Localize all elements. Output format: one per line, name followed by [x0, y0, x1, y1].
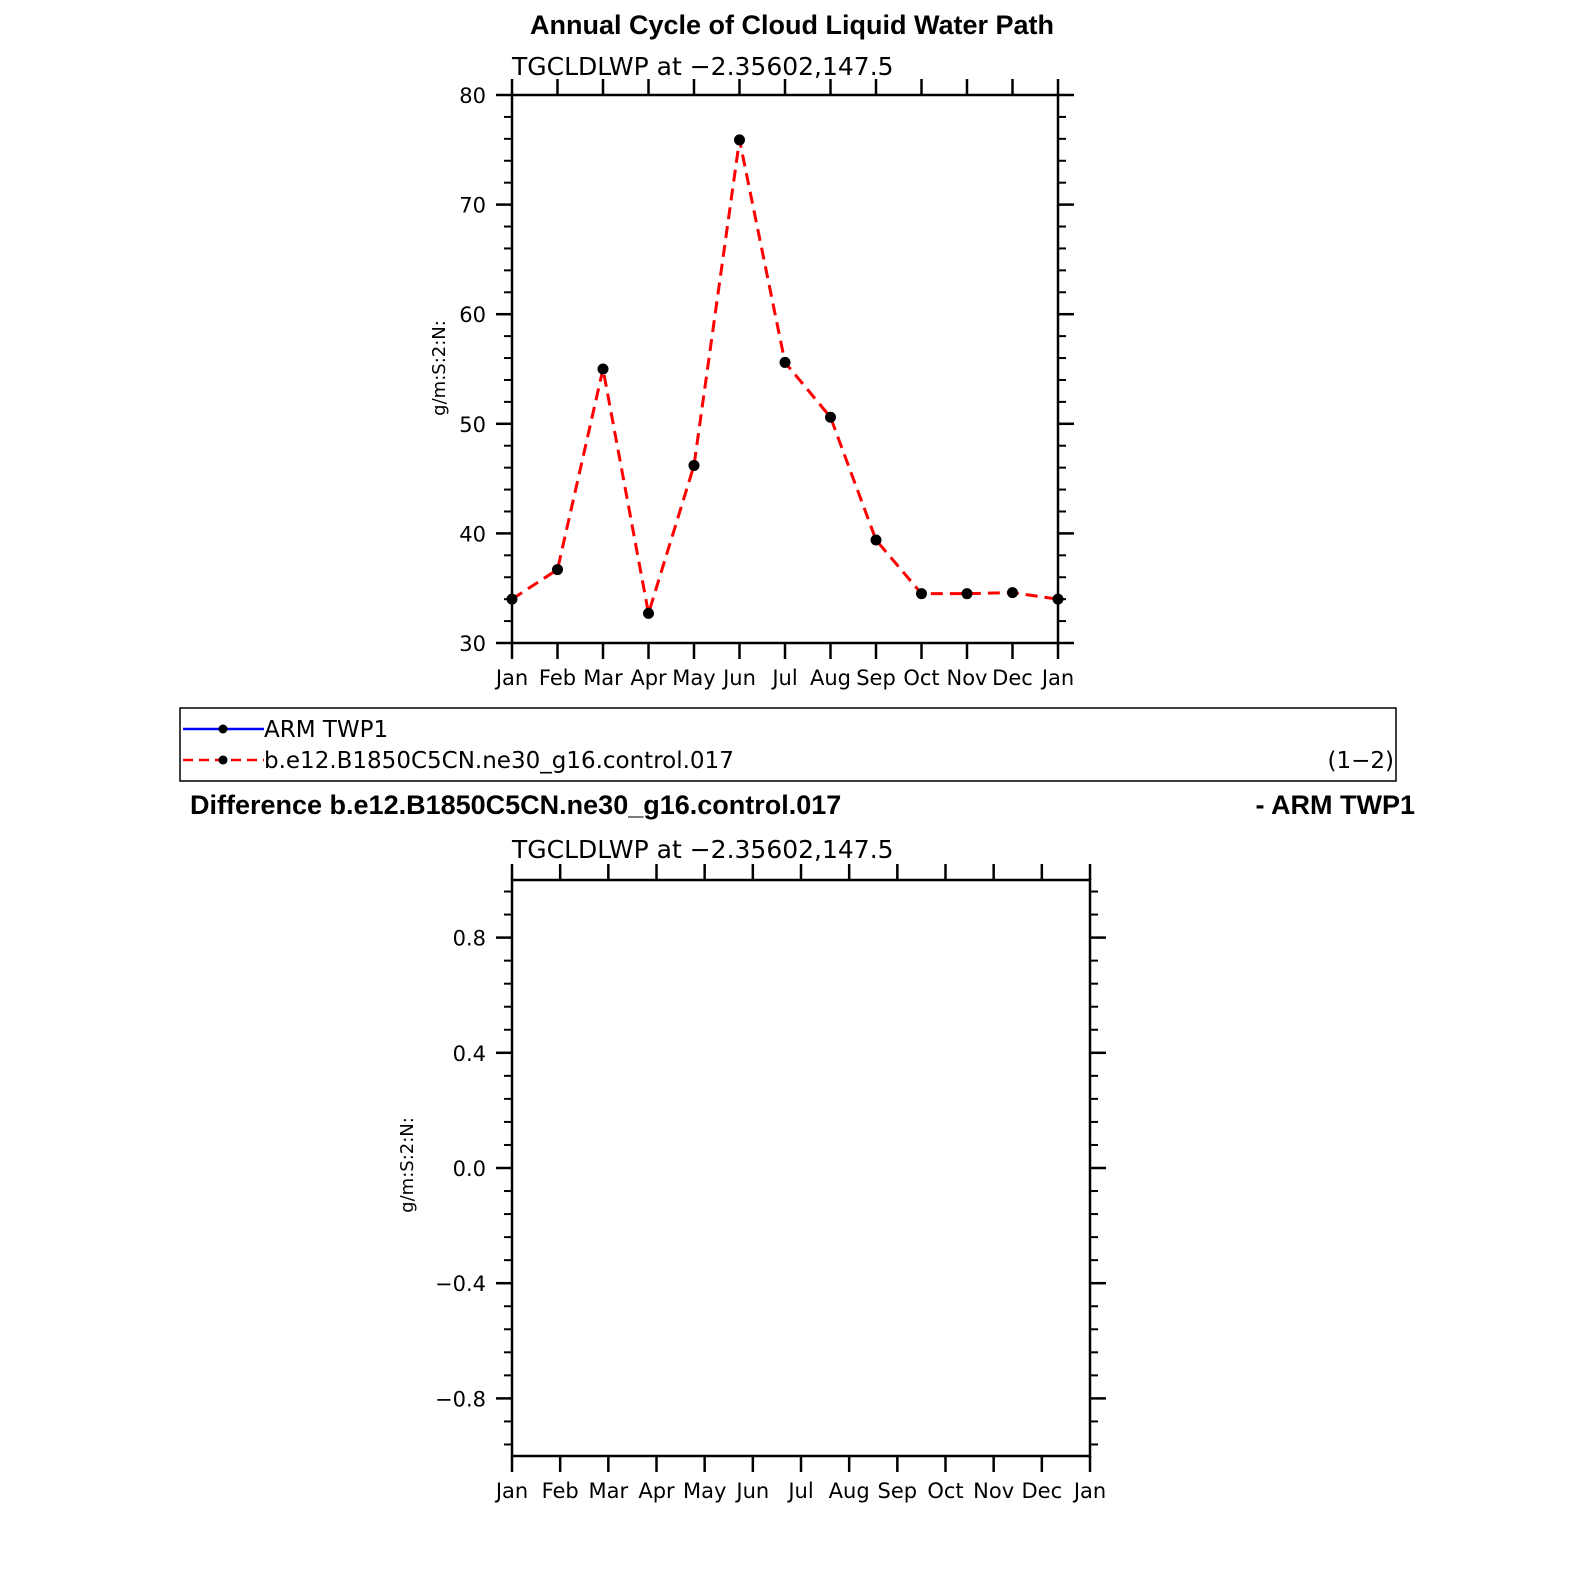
- data-point: [962, 588, 973, 599]
- x-tick-label: Mar: [583, 666, 623, 690]
- x-tick-label: May: [682, 1479, 727, 1503]
- x-tick-label: Jun: [736, 1479, 770, 1503]
- x-tick-label: Jan: [495, 666, 529, 690]
- x-tick-label: Apr: [630, 666, 667, 690]
- data-point: [825, 412, 836, 423]
- x-tick-label: Sep: [856, 666, 896, 690]
- x-tick-label: Oct: [927, 1479, 964, 1503]
- y-axis-label: g/m:S:2:N:: [429, 320, 450, 416]
- plot-frame: [512, 880, 1090, 1456]
- series-layer: [507, 134, 1064, 618]
- x-tick-label: Jun: [723, 666, 756, 690]
- data-point: [916, 588, 927, 599]
- chart-subtitle: TGCLDLWP at −2.35602,147.5: [512, 52, 894, 81]
- y-tick-label: 80: [459, 84, 486, 108]
- data-point: [598, 364, 609, 375]
- plot-frame: [512, 95, 1058, 643]
- data-point: [643, 608, 654, 619]
- x-tick-label: Sep: [877, 1479, 918, 1503]
- y-tick-label: 0.8: [452, 926, 486, 951]
- y-tick-label: 30: [459, 632, 486, 656]
- difference-chart: [397, 835, 1106, 1503]
- x-tick-label: Jan: [495, 1479, 529, 1503]
- annual-cycle-chart: [429, 52, 1074, 690]
- data-point: [871, 534, 882, 545]
- x-tick-label: Oct: [903, 666, 940, 690]
- chart-subtitle: TGCLDLWP at −2.35602,147.5: [512, 835, 894, 864]
- x-tick-label: Jul: [772, 666, 798, 690]
- y-tick-label: −0.4: [435, 1272, 486, 1297]
- legend-marker-model: [219, 756, 228, 765]
- series-line: [512, 140, 1058, 613]
- x-tick-label: Mar: [588, 1479, 629, 1503]
- y-tick-label: 0.0: [452, 1157, 486, 1181]
- legend-label-model: b.e12.B1850C5CN.ne30_g16.control.017: [264, 748, 734, 774]
- legend-note: (1−2): [1327, 748, 1394, 774]
- data-point: [689, 460, 700, 471]
- x-tick-label: Jan: [1073, 1479, 1107, 1503]
- data-point: [1007, 587, 1018, 598]
- data-point: [552, 564, 563, 575]
- difference-title-right: - ARM TWP1: [1255, 790, 1415, 820]
- legend: [180, 708, 1396, 781]
- y-tick-label: 60: [459, 303, 486, 328]
- data-point: [734, 134, 745, 145]
- legend-label-arm: ARM TWP1: [264, 717, 389, 743]
- y-tick-label: −0.8: [435, 1387, 486, 1412]
- x-tick-label: Dec: [992, 666, 1033, 690]
- data-point: [780, 357, 791, 368]
- x-tick-label: Dec: [1021, 1479, 1063, 1503]
- legend-marker-arm: [219, 725, 228, 734]
- x-tick-label: Jan: [1041, 666, 1075, 690]
- x-tick-label: May: [672, 666, 716, 690]
- y-tick-label: 50: [459, 412, 486, 437]
- difference-title-left: Difference b.e12.B1850C5CN.ne30_g16.control.017: [190, 790, 842, 820]
- x-tick-label: Nov: [946, 666, 988, 690]
- axis-ticks: [435, 864, 1106, 1503]
- y-tick-label: 40: [459, 522, 486, 547]
- axis-ticks: [459, 79, 1074, 690]
- x-tick-label: Aug: [828, 1479, 870, 1503]
- y-tick-label: 70: [459, 193, 486, 218]
- y-axis-label: g/m:S:2:N:: [397, 1117, 418, 1213]
- x-tick-label: Apr: [638, 1479, 675, 1503]
- y-tick-label: 0.4: [452, 1041, 486, 1066]
- x-tick-label: Feb: [538, 666, 577, 690]
- figure-title: Annual Cycle of Cloud Liquid Water Path: [529, 10, 1055, 40]
- x-tick-label: Nov: [973, 1479, 1015, 1503]
- x-tick-label: Jul: [788, 1479, 814, 1503]
- x-tick-label: Feb: [541, 1479, 579, 1503]
- x-tick-label: Aug: [809, 666, 852, 690]
